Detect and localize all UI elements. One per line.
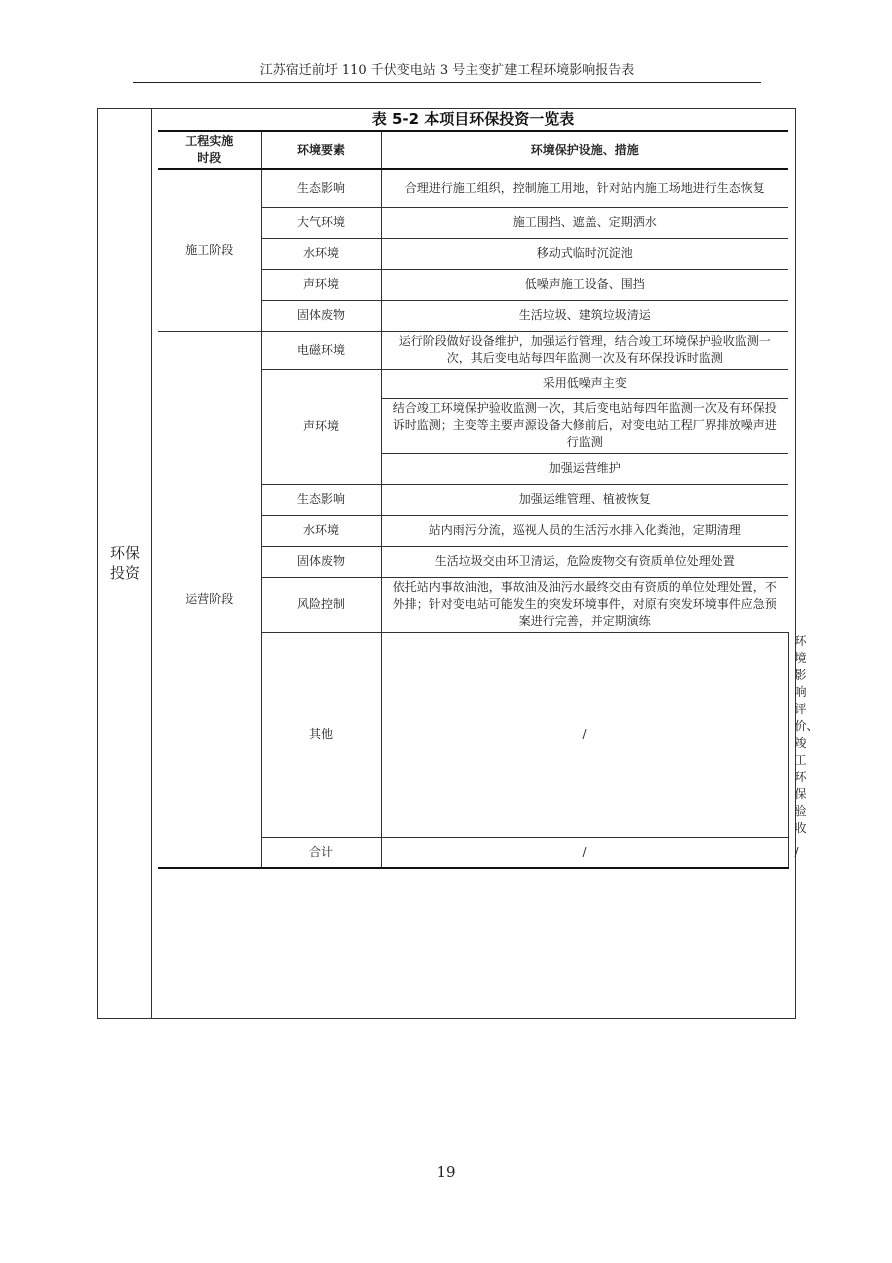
table-title: 表 5-2 本项目环保投资一览表 [371,110,575,128]
element-cell: 电磁环境 [261,331,381,369]
table-header-row [158,131,788,169]
column-header-phase [158,131,261,169]
column-header-measure: 环境保护设施、措施 [381,131,788,169]
running-header: 江苏宿迁前圩 110 千伏变电站 3 号主变扩建工程环境影响报告表 [259,63,635,78]
side-label-line1: 环保 [109,544,140,562]
column-header-phase-line1: 工程实施 [185,134,234,148]
element-cell: / [381,837,788,868]
side-label [98,543,152,583]
element-cell: 声环境 [261,369,381,484]
phase-cell-other: 其他 [261,632,381,837]
element-cell: 生态影响 [261,169,381,207]
measure-cell: 站内雨污分流，巡视人员的生活污水排入化粪池，定期清理 [381,515,788,546]
element-cell: 固体废物 [261,300,381,331]
measure-cell: 施工围挡、遮盖、定期洒水 [381,207,788,238]
phase-cell-construction: 施工阶段 [158,169,261,331]
phase-cell-total: 合计 [261,837,381,868]
element-cell: 风险控制 [261,577,381,632]
element-cell: 生态影响 [261,484,381,515]
measure-cell: 生活垃圾、建筑垃圾清运 [381,300,788,331]
table-row [158,169,788,207]
measure-cell: 生活垃圾交由环卫清运，危险废物交有资质单位处理处置 [381,546,788,577]
measure-cell: 运行阶段做好设备维护，加强运行管理，结合竣工环境保护验收监测一次，其后变电站每四年监测一次及有环保投诉时监测 [381,331,788,369]
measure-cell: 移动式临时沉淀池 [381,238,788,269]
measure-cell: 依托站内事故油池，事故油及油污水最终交由有资质的单位处理处置，不外排；针对变电站可能发生的突发环境事件，对原有突发环境事件应急预案进行完善，并定期演练 [381,577,788,632]
table-row [158,331,788,369]
measure-cell: 合理进行施工组织，控制施工用地，针对站内施工场地进行生态恢复 [381,169,788,207]
element-cell: / [381,632,788,837]
side-label-line2: 投资 [109,564,140,582]
measure-cell: 加强运维管理、植被恢复 [381,484,788,515]
measure-cell: 采用低噪声主变 [381,369,788,398]
header-rule [133,82,761,83]
measure-cell: 低噪声施工设备、围挡 [381,269,788,300]
element-cell: 声环境 [261,269,381,300]
column-header-phase-line2: 时段 [197,151,222,165]
element-cell: 水环境 [261,515,381,546]
element-cell: 水环境 [261,238,381,269]
phase-cell-operation: 运营阶段 [158,331,261,868]
column-header-element: 环境要素 [261,131,381,169]
measure-cell: 加强运营维护 [381,453,788,484]
page-number: 19 [436,1163,456,1181]
side-column [98,109,152,1018]
table-row: 其他 / 环境影响评价、竣工环保验收 [158,632,788,837]
element-cell: 大气环境 [261,207,381,238]
investment-table [158,130,819,869]
measure-cell: 结合竣工环境保护验收监测一次，其后变电站每四年监测一次及有环保投诉时监测；主变等主要声源设备大修前后，对变电站工程厂界排放噪声进行监测 [381,398,788,453]
table-row: 合计 / / [158,837,788,868]
element-cell: 固体废物 [261,546,381,577]
